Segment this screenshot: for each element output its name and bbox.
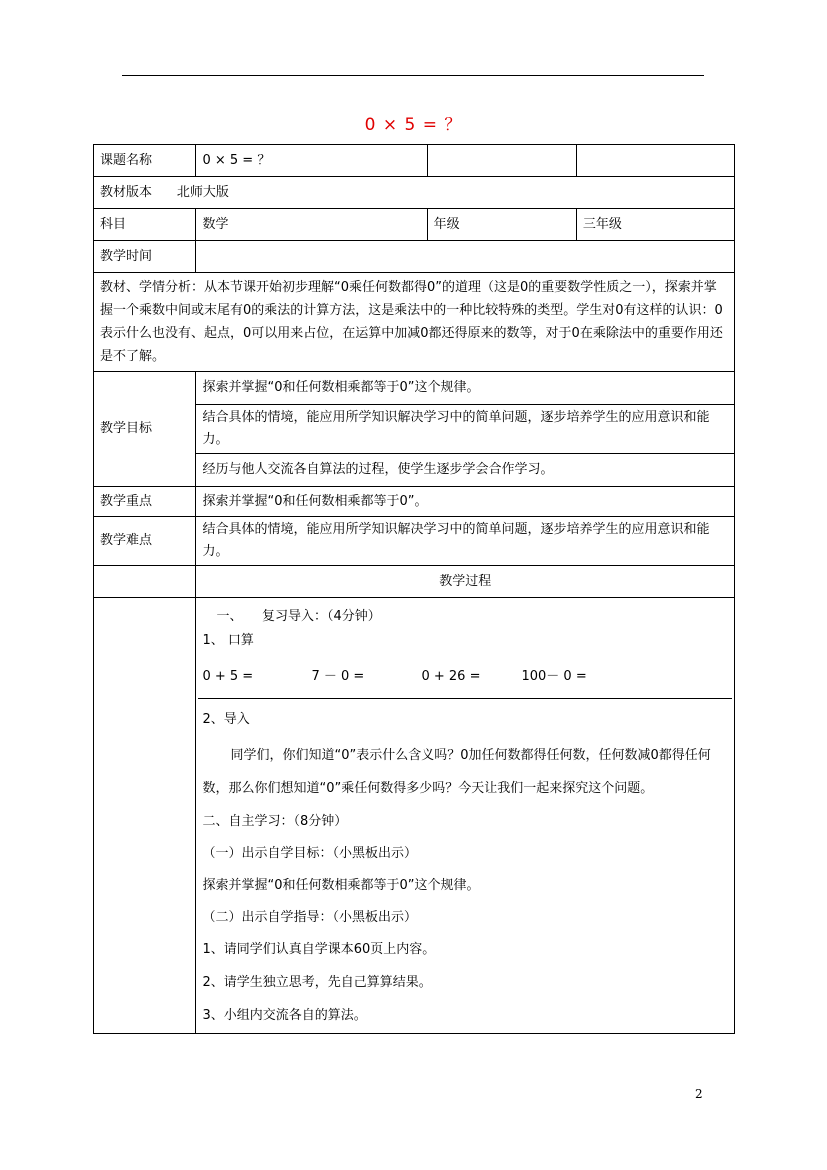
goal-item: 结合具体的情境，能应用所学知识解决学习中的简单问题，逐步培养学生的应用意识和能力。 xyxy=(196,405,735,454)
subheading: （一）出示自学目标：（小黑板出示） xyxy=(202,846,417,861)
table-row xyxy=(94,209,735,241)
section-heading: 一、 复习导入：（4分钟） xyxy=(216,609,381,624)
page-number: 2 xyxy=(695,1087,703,1101)
page-title: 0 × 5 = ？ xyxy=(364,115,463,135)
subject-label: 科目 xyxy=(94,209,196,241)
lesson-plan-table xyxy=(93,144,735,1034)
subheading: （二）出示自学指导：（小黑板出示） xyxy=(202,910,417,925)
section-heading: 二、自主学习：（8分钟） xyxy=(202,814,348,829)
divider xyxy=(198,698,732,699)
goal-text: 探索并掌握“0和任何数相乘都等于0”这个规律。 xyxy=(202,878,480,893)
grade-value: 三年级 xyxy=(576,209,734,241)
subheading: 2、导入 xyxy=(202,712,250,727)
goal-item: 探索并掌握“0和任何数相乘都等于0”这个规律。 xyxy=(196,372,735,405)
subheading: 1、 口算 xyxy=(202,633,254,648)
process-content xyxy=(196,598,735,1034)
subject-value: 数学 xyxy=(196,209,427,241)
step-item: 3、小组内交流各自的算法。 xyxy=(202,1008,367,1023)
table-row xyxy=(94,598,735,1034)
grade-label: 年级 xyxy=(427,209,576,241)
mental-math-row xyxy=(202,666,726,688)
calc-item: 7 － 0 = xyxy=(311,669,365,684)
table-row xyxy=(94,372,735,405)
key-label: 教学重点 xyxy=(94,487,196,517)
step-item: 1、请同学们认真自学课本60页上内容。 xyxy=(202,942,436,957)
calc-item: 100－ 0 = xyxy=(521,669,587,684)
time-label: 教学时间 xyxy=(94,241,196,273)
analysis-text: 教材、学情分析：从本节课开始初步理解“0乘任何数都得0”的道理（这是0的重要数学性质之一），探索并掌握一个乘数中间或末尾有0的乘法的计算方法，这是乘法中的一种比较特殊的类型。学生对0有这样的认识：0表示什么也没有、起点，0可以用来占位，在运算中加减0都还得原来的数等，对于0在乘除法中的重要作用还是不了解。 xyxy=(94,273,735,372)
table-row xyxy=(94,517,735,566)
table-row xyxy=(94,566,735,598)
intro-paragraph: 同学们，你们知道“0”表示什么含义吗？0加任何数都得任何数，任何数减0都得任何数，那么你们想知道“0”乘任何数得多少吗？今天让我们一起来探究这个问题。 xyxy=(202,748,711,796)
calc-item: 0 + 5 = xyxy=(202,669,254,684)
key-value: 探索并掌握“0和任何数相乘都等于0”。 xyxy=(196,487,735,517)
table-row xyxy=(94,177,735,209)
edition-value: 北师大版 xyxy=(176,184,229,200)
table-row xyxy=(94,241,735,273)
table-row xyxy=(94,273,735,372)
header-rule xyxy=(122,75,704,76)
topic-label: 课题名称 xyxy=(94,145,196,177)
edition-label: 教材版本 xyxy=(100,184,153,200)
goal-item: 经历与他人交流各自算法的过程，使学生逐步学会合作学习。 xyxy=(196,454,735,487)
calc-item: 0 + 26 = xyxy=(421,669,481,684)
difficulty-value: 结合具体的情境，能应用所学知识解决学习中的简单问题，逐步培养学生的应用意识和能力。 xyxy=(196,517,735,566)
table-row xyxy=(94,487,735,517)
topic-value: 0 × 5 = ？ xyxy=(196,145,427,177)
goals-label: 教学目标 xyxy=(94,372,196,487)
table-row xyxy=(94,145,735,177)
difficulty-label: 教学难点 xyxy=(94,517,196,566)
step-item: 2、请学生独立思考，先自己算算结果。 xyxy=(202,975,432,990)
process-label: 教学过程 xyxy=(196,566,735,598)
